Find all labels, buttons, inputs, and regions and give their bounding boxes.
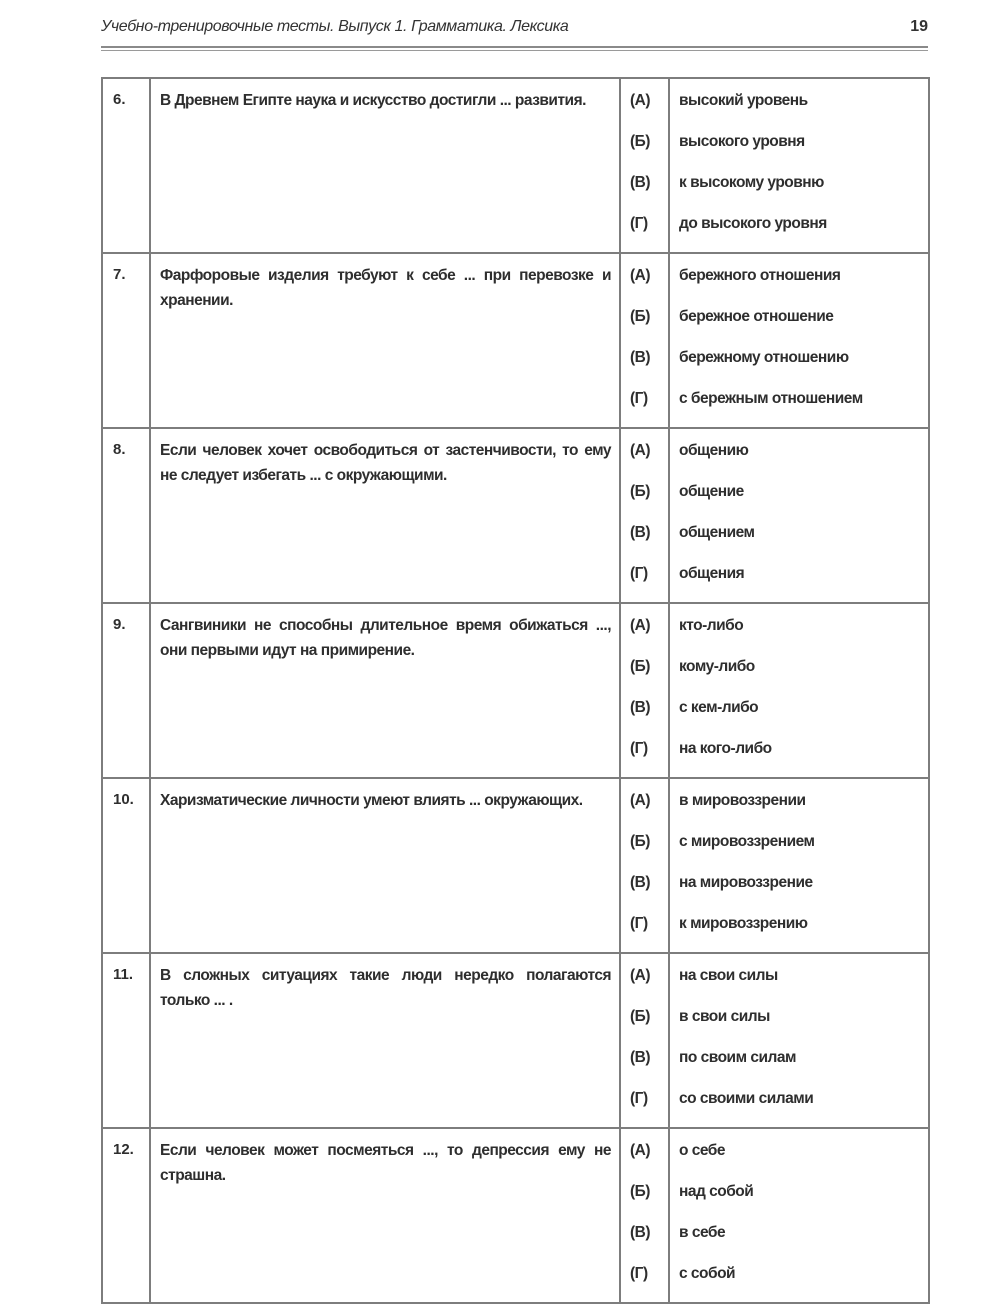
option-texts-cell: [669, 778, 929, 953]
option-letters: [621, 954, 668, 1127]
option-letters: [621, 79, 668, 252]
option-texts: [670, 254, 928, 427]
task-question: Харизматические личности умеют влиять ... окружающих.: [160, 792, 583, 809]
option-letter: (Б): [630, 833, 650, 850]
option-text: над собой: [679, 1183, 754, 1200]
option-text: бережному отношению: [679, 349, 849, 366]
task-question-cell: [150, 953, 620, 1128]
option-letter: (Г): [630, 1265, 648, 1282]
option-texts: [670, 604, 928, 777]
option-letters: [621, 1129, 668, 1302]
task-number-cell: [102, 78, 150, 253]
option-letter: (В): [630, 349, 651, 366]
task-question: Если человек хочет освободиться от застенчивости, то ему не следует избегать ... с окружающими.: [160, 442, 611, 484]
task-question-cell: [150, 253, 620, 428]
option-text: в себе: [679, 1224, 726, 1241]
task-number-cell: [102, 603, 150, 778]
option-letter: (Б): [630, 133, 650, 150]
option-letter: (Г): [630, 915, 648, 932]
option-text: высокого уровня: [679, 133, 805, 150]
option-text: бережного отношения: [679, 267, 841, 284]
option-text: общением: [679, 524, 755, 541]
task-number-cell: [102, 428, 150, 603]
option-letter: (Б): [630, 483, 650, 500]
option-letter: (Б): [630, 308, 650, 325]
header-rule: [101, 46, 928, 48]
option-text: в свои силы: [679, 1008, 770, 1025]
option-letter: (Г): [630, 565, 648, 582]
option-text: общения: [679, 565, 745, 582]
task-question: В сложных ситуациях такие люди нередко полагаются только ... .: [160, 967, 611, 1009]
option-text: до высокого уровня: [679, 215, 827, 232]
task-number: 12.: [113, 1141, 134, 1158]
option-letters-cell: [620, 603, 669, 778]
option-text: с бережным отношением: [679, 390, 863, 407]
option-text: на свои силы: [679, 967, 778, 984]
tasks-body: [102, 78, 929, 1303]
running-header: [101, 18, 928, 40]
task-row: [102, 603, 929, 778]
task-row: [102, 253, 929, 428]
option-texts-cell: [669, 428, 929, 603]
option-texts-cell: [669, 253, 929, 428]
option-letter: (Б): [630, 1183, 650, 1200]
task-row: [102, 953, 929, 1128]
option-letter: (В): [630, 874, 651, 891]
task-question: В Древнем Египте наука и искусство достигли ... развития.: [160, 92, 586, 109]
option-text: общение: [679, 483, 744, 500]
task-question-cell: [150, 778, 620, 953]
task-question: Если человек может посмеяться ..., то депрессия ему не страшна.: [160, 1142, 611, 1184]
option-letters-cell: [620, 778, 669, 953]
option-text: по своим силам: [679, 1049, 796, 1066]
option-letters: [621, 604, 668, 777]
option-text: общению: [679, 442, 749, 459]
option-letter: (Г): [630, 390, 648, 407]
option-letter: (Г): [630, 740, 648, 757]
option-texts-cell: [669, 953, 929, 1128]
option-text: с мировоззрением: [679, 833, 815, 850]
option-letters-cell: [620, 253, 669, 428]
option-text: кто-либо: [679, 617, 744, 634]
header-rule-thin: [101, 50, 928, 51]
task-number: 6.: [113, 91, 126, 108]
option-letter: (В): [630, 1224, 651, 1241]
option-text: с кем-либо: [679, 699, 759, 716]
option-letter: (Б): [630, 1008, 650, 1025]
option-text: кому-либо: [679, 658, 755, 675]
task-question-cell: [150, 78, 620, 253]
option-texts: [670, 779, 928, 952]
option-letters: [621, 779, 668, 952]
option-text: высокий уровень: [679, 92, 808, 109]
option-texts-cell: [669, 603, 929, 778]
task-number-cell: [102, 778, 150, 953]
task-number: 8.: [113, 441, 126, 458]
option-letters: [621, 429, 668, 602]
option-letters-cell: [620, 428, 669, 603]
task-number: 10.: [113, 791, 134, 808]
option-letters-cell: [620, 78, 669, 253]
option-letter: (Г): [630, 1090, 648, 1107]
option-letter: (Б): [630, 658, 650, 675]
tasks-table: [101, 77, 930, 1304]
task-row: [102, 778, 929, 953]
option-text: на кого-либо: [679, 740, 772, 757]
task-number: 9.: [113, 616, 126, 633]
option-letter: (В): [630, 174, 651, 191]
option-text: о себе: [679, 1142, 726, 1159]
option-letter: (В): [630, 699, 651, 716]
task-question: Фарфоровые изделия требуют к себе ... при перевозке и хранении.: [160, 267, 611, 309]
option-texts: [670, 429, 928, 602]
option-letter: (Г): [630, 215, 648, 232]
option-text: в мировоззрении: [679, 792, 806, 809]
option-letter: (В): [630, 1049, 651, 1066]
option-texts: [670, 79, 928, 252]
option-text: к мировоззрению: [679, 915, 808, 932]
option-letter: (В): [630, 524, 651, 541]
option-letter: (А): [630, 792, 651, 809]
task-number-cell: [102, 253, 150, 428]
task-number: 7.: [113, 266, 126, 283]
option-texts: [670, 1129, 928, 1302]
running-title: Учебно-тренировочные тесты. Выпуск 1. Грамматика. Лексика: [101, 18, 569, 35]
option-letters-cell: [620, 1128, 669, 1303]
option-letters: [621, 254, 668, 427]
task-number-cell: [102, 953, 150, 1128]
task-row: [102, 428, 929, 603]
task-row: [102, 78, 929, 253]
task-number: 11.: [113, 966, 134, 983]
option-text: на мировоззрение: [679, 874, 813, 891]
option-text: со своими силами: [679, 1090, 814, 1107]
task-question-cell: [150, 1128, 620, 1303]
option-letters-cell: [620, 953, 669, 1128]
task-question-cell: [150, 603, 620, 778]
option-letter: (А): [630, 617, 651, 634]
option-texts-cell: [669, 1128, 929, 1303]
option-texts-cell: [669, 78, 929, 253]
option-letter: (А): [630, 267, 651, 284]
task-number-cell: [102, 1128, 150, 1303]
option-letter: (А): [630, 92, 651, 109]
option-letter: (А): [630, 1142, 651, 1159]
task-question-cell: [150, 428, 620, 603]
option-letter: (А): [630, 442, 651, 459]
option-text: к высокому уровню: [679, 174, 824, 191]
option-text: с собой: [679, 1265, 736, 1282]
option-text: бережное отношение: [679, 308, 834, 325]
option-letter: (А): [630, 967, 651, 984]
task-row: [102, 1128, 929, 1303]
page-number: 19: [910, 18, 928, 35]
task-question: Сангвиники не способны длительное время обижаться ..., они первыми идут на примирение.: [160, 617, 611, 659]
option-texts: [670, 954, 928, 1127]
